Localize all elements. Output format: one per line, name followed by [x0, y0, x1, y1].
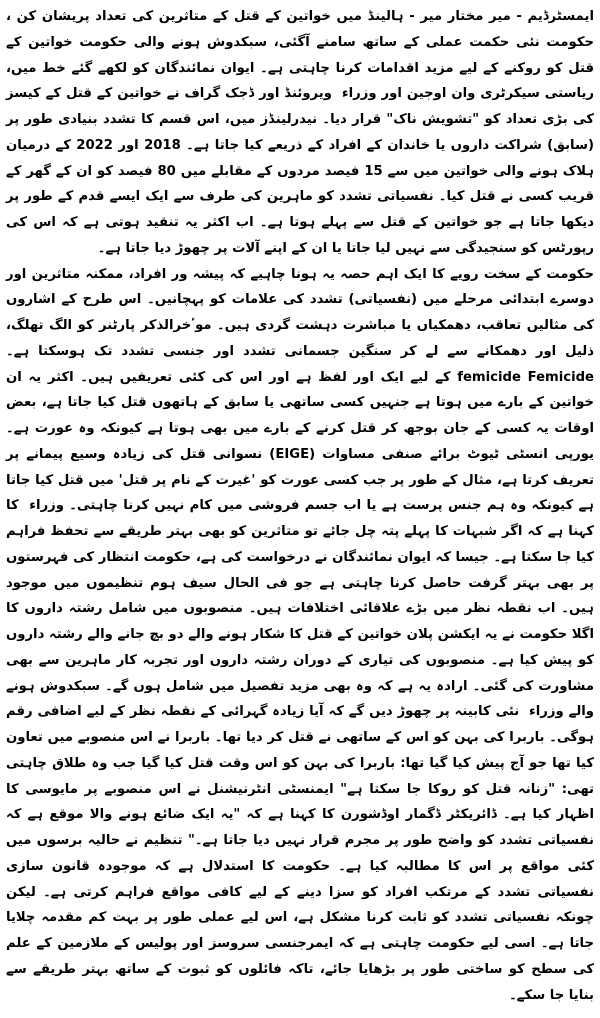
article-paragraph-body: حکومت کے سخت رویے کا ایک اہم حصہ یہ ہونا چاہیے کہ پیشہ ور افراد، ممکنہ متاثرین اور دوسرے ابتدائی مرحلے میں (نفسیاتی) تشدد کی علامات کو پہچانیں۔ اس طرح کے اشاروں کی مثالیں تعاقب، دھمکیاں یا مباشرت دہشت گردی ہیں۔ موٴخرالذکر پارٹنر کو الگ تھلگ، ذلیل اور دھمکانے سے لے کر سنگین جسمانی تشدد اور جنسی تشدد تک ہوسکتا ہے۔ femicide Femicide کے لیے ایک اور لفظ ہے اور اس کی کئی تعریفیں ہیں۔ اکثر یہ ان خواتین کے بارے میں ہوتا ہے جنہیں کسی ساتھی یا سابق کے ہاتھوں قتل کیا جاتا ہے، بعض اوقات یہ کسی کے جان بوجھ کر قتل کرنے کے بارے میں بھی ہوتا ہے کیونکہ وہ عورت ہے۔ یورپی انسٹی ٹیوٹ برائے صنفی مساوات (EIGE) نسوانی قتل کی زیادہ وسیع پیمانے پر تعریف کرتا ہے، مثال کے طور پر جب کسی عورت کو 'غیرت کے نام پر قتل' میں قتل کیا جاتا ہے کیونکہ وہ ہم جنس پرست ہے یا اب جسم فروشی میں کام نہیں کرنا چاہتی۔ وزراء ￼ کا کہنا ہے کہ اگر شبہات کا پہلے پتہ چل جائے تو متاثرین کو بھی بہتر طریقے سے تحفظ فراہم کیا جا سکتا ہے۔ جیسا کہ ایوان نمائندگان نے درخواست کی ہے، حکومت انتظار کی فہرستوں پر بھی بہتر گرفت حاصل کرنا چاہتی ہے جو فی الحال سیف ہوم تنظیموں میں موجود ہیں۔ اب نقطہ نظر میں بڑے علاقائی اختلافات ہیں۔ منصوبوں میں شامل رشتہ داروں کا اگلا حکومت نے یہ ایکشن پلان خواتین کے قتل کا شکار ہونے والے دو بچ جانے والے رشتہ داروں کو پیش کیا ہے۔ منصوبوں کی تیاری کے دوران رشتہ داروں اور تجربہ کار ماہرین سے بھی مشاورت کی گئی۔ ارادہ یہ ہے کہ وہ بھی مزید تفصیل میں شامل ہوں گے۔ سبکدوش ہونے والے وزراء ￼ نئی کابینہ پر چھوڑ دیں گے کہ آیا زیادہ گہرائی کے نقطہ نظر کے لیے اضافی رقم ہوگی۔ باربرا کی بہن کو اس کے ساتھی نے قتل کر دیا تھا۔ باربرا نے اس منصوبے میں تعاون کیا تھا جو آج پیش کیا گیا تھا: باربرا کی بہن کو اس وقت قتل کیا گیا جب وہ طلاق چاہتی تھی: "زنانہ قتل کو روکا جا سکتا ہے" ایمنسٹی انٹرنیشنل نے اس منصوبے پر مایوسی کا اظہار کیا ہے۔ ڈائریکٹر ڈگمار اوڈشورن کا کہنا ہے کہ "یہ ایک ضائع ہونے والا موقع ہے کہ نفسیاتی تشدد کو واضح طور پر مجرم قرار نہیں دیا جاتا ہے۔" تنظیم نے حالیہ برسوں میں کئی مواقع پر اس کا مطالبہ کیا ہے۔ حکومت کا استدلال ہے کہ موجودہ قانون سازی نفسیاتی تشدد کے مرتکب افراد کو سزا دینے کے لیے کافی مواقع فراہم کرتی ہے۔ لیکن چونکہ نفسیاتی تشدد کو ثابت کرنا مشکل ہے، اس لیے عملی طور پر بہت کم مقدمہ چلایا جاتا ہے۔ اسی لیے حکومت چاہتی ہے کہ ایمرجنسی سروسز اور پولیس کے ملازمین کے علم کی سطح کو ساختی طور پر بڑھایا جائے، تاکہ فائلوں کو ثبوت کے ساتھ بہتر طریقے سے بنایا جا سکے۔: [6, 266, 595, 1003]
article-paragraph-intro: ایمسٹرڈیم - میر مختار میر - ہالینڈ میں خواتین کے قتل کے متاثرین کی تعداد پریشان کن ، حکومت نئی حکمت عملی کے ساتھ سامنے آگئی، سبکدوش ہونے والی حکومت خواتین کے قتل کو روکنے کے لیے مزید اقدامات کرنا چاہتی ہے۔ ایوان نمائندگان کو لکھے گئے خط میں، ریاستی سیکرٹری وان اوجین اور وزراء ￼ ویروئنڈ اور ڈجک گراف نے خواتین کے قتل کے کیسز کی بڑی تعداد کو "تشویش ناک" قرار دیا۔ نیدرلینڈز میں، اس قسم کا تشدد بنیادی طور پر (سابق) شراکت داروں یا خاندان کے افراد کے ذریعے کیا جاتا ہے۔ 2018 اور 2022 کے درمیان ہلاک ہونے والی خواتین میں سے 15 فیصد مردوں کے مقابلے میں 80 فیصد کو ان کے گھر کے قریب کسی نے قتل کیا۔ نفسیاتی تشدد کو ماہرین کی طرف سے ایک ایسے قدم کے طور پر دیکھا جاتا ہے جو خواتین کے قتل سے پہلے ہوتا ہے۔ اب اکثر یہ تنقید ہوتی ہے کہ اس کی رپورٹس کو سنجیدگی سے نہیں لیا جاتا یا ان کے اپنے آلات پر چھوڑ دیا جاتا ہے۔: [6, 9, 595, 256]
